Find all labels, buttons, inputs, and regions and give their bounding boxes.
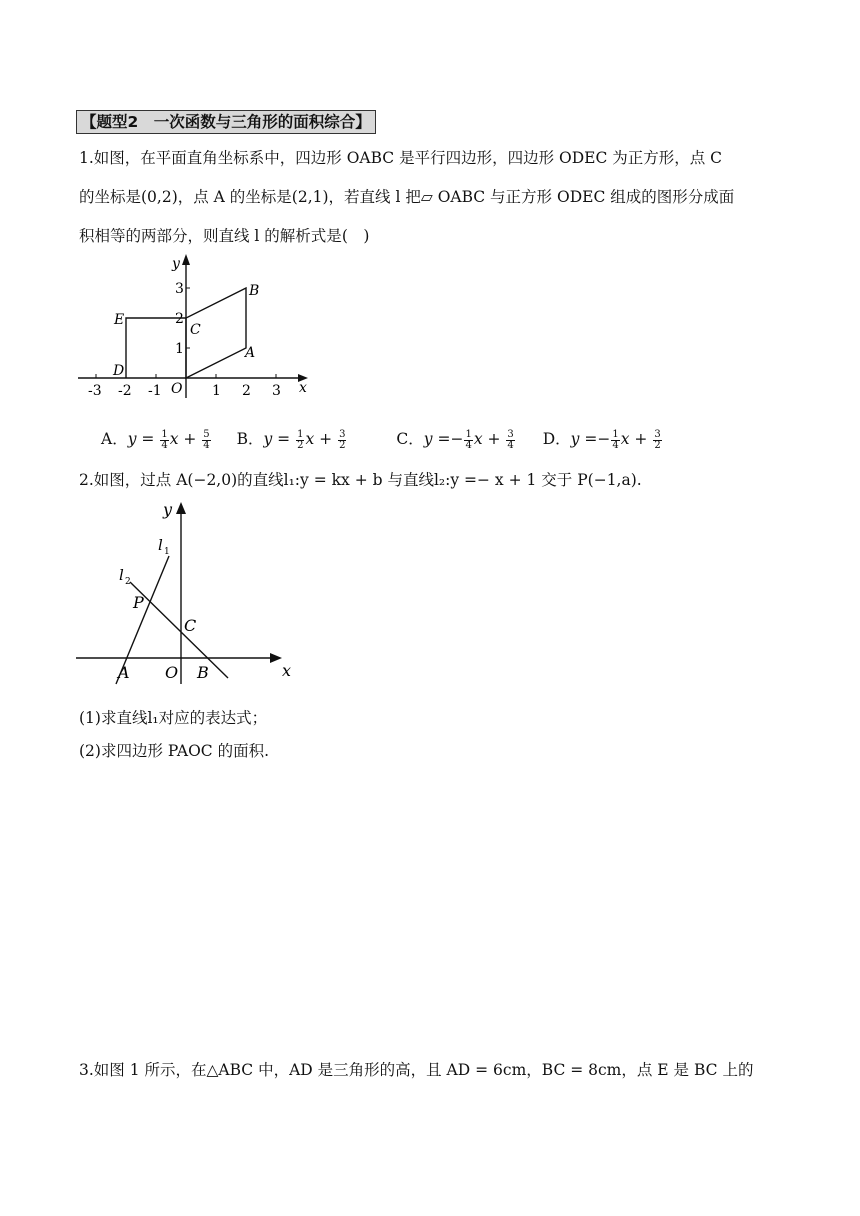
x-axis-label: x (282, 661, 292, 680)
point-label: B (249, 283, 260, 299)
point-label: O (171, 381, 183, 397)
q1-options (101, 426, 683, 452)
q1-figure (72, 252, 322, 402)
x-tick-label: 2 (242, 383, 251, 399)
point-label: O (165, 663, 179, 682)
point-label: P (133, 593, 144, 612)
line-label-l1: l (158, 536, 163, 554)
point-label: C (184, 616, 197, 635)
q1-line-3: 积相等的两部分，则直线 l 的解析式是( ) (79, 227, 370, 245)
option-d: D．y =− $\frac{1}{4}$ x + $\frac{3}{2}$ (542, 428, 661, 451)
y-axis-label: y (163, 500, 173, 519)
option-a: A．y = $\frac{1}{4}$ x + $\frac{5}{4}$ (101, 428, 210, 451)
q2-line-1: 2.如图，过点 A(−2,0)的直线l₁:y = kx + b 与直线l₂:y =− x + 1 交于 P(−1,a). (79, 471, 642, 489)
line-label-l1-sub: 1 (164, 547, 170, 557)
point-label: B (197, 663, 209, 682)
option-b: B．y = $\frac{1}{2}$ x + $\frac{3}{2}$ (236, 428, 346, 451)
x-axis-label: x (299, 380, 307, 396)
line-label-l2-sub: 2 (125, 577, 131, 587)
x-tick-label: 3 (272, 383, 281, 399)
section-title: 【题型2 一次函数与三角形的面积综合】 (76, 110, 376, 134)
q2-sub-1: (1)求直线l₁对应的表达式； (79, 709, 268, 727)
q2-sub-2: (2)求四边形 PAOC 的面积. (79, 742, 270, 760)
q3-line-1: 3.如图 1 所示，在△ABC 中，AD 是三角形的高，且 AD = 6cm，BC = 8cm，点 E 是 BC 上的 (79, 1061, 754, 1079)
x-tick-label: -3 (88, 383, 102, 399)
point-label: D (113, 363, 125, 379)
y-axis-label: y (172, 256, 180, 272)
x-tick-label: -2 (118, 383, 132, 399)
point-label: A (118, 663, 130, 682)
y-tick-label: 3 (175, 281, 184, 297)
q1-line-1: 1.如图，在平面直角坐标系中，四边形 OABC 是平行四边形，四边形 ODEC 为正方形，点 C (79, 149, 723, 167)
point-label: A (245, 345, 256, 361)
point-label: C (190, 322, 201, 338)
y-tick-label: 1 (175, 341, 184, 357)
q1-line-2: 的坐标是(0,2)，点 A 的坐标是(2,1)，若直线 l 把▱ OABC 与正方形 ODEC 组成的图形分成面 (79, 188, 735, 206)
x-tick-label: 1 (212, 383, 221, 399)
x-tick-label: -1 (148, 383, 162, 399)
q2-figure (72, 498, 292, 688)
point-label: E (114, 312, 125, 328)
line-label-l2: l (119, 566, 124, 584)
option-c: C．y =− $\frac{1}{4}$ x + $\frac{3}{4}$ (396, 428, 514, 451)
y-tick-label: 2 (175, 311, 184, 327)
